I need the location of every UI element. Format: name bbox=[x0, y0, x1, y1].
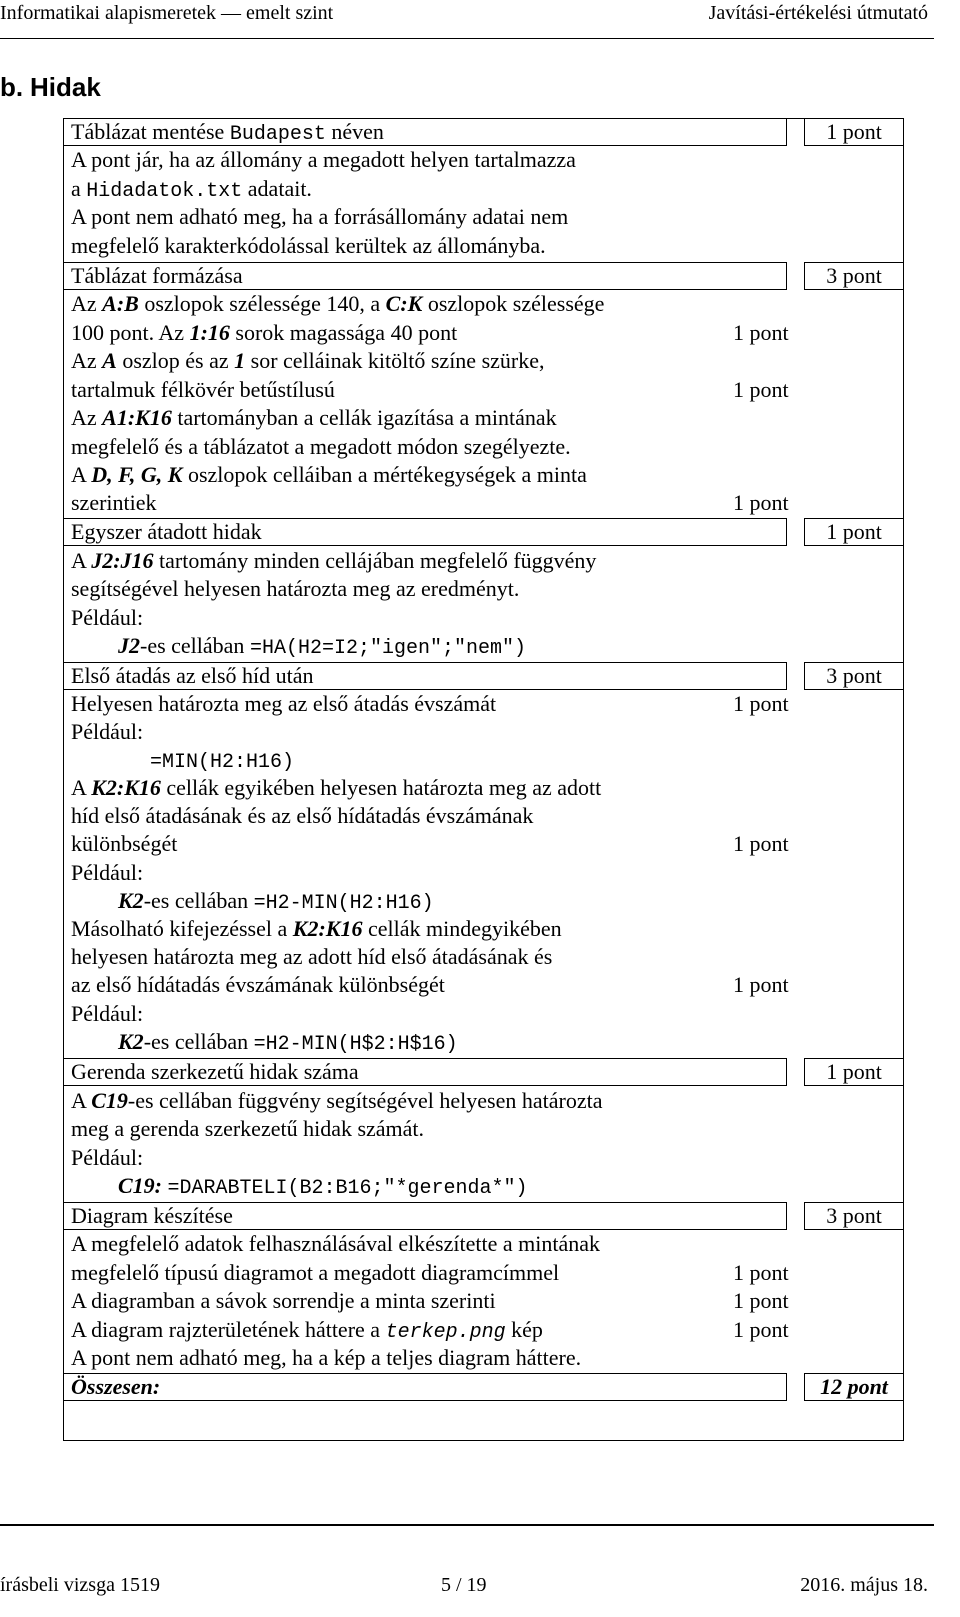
example bbox=[118, 1173, 528, 1202]
text: sor celláinak kitöltő színe szürke, bbox=[250, 348, 545, 373]
section-label: b. bbox=[0, 72, 24, 102]
range: K2:K16 bbox=[91, 775, 161, 800]
criterion: szerintiek bbox=[71, 490, 157, 515]
text: A bbox=[71, 775, 86, 800]
text: -es cellában bbox=[140, 633, 245, 658]
example-label: Például: bbox=[71, 1145, 144, 1170]
text: oszlopok celláiban a mértékegységek a minta bbox=[187, 462, 587, 487]
criterion: helyesen határozta meg az adott híd első átadásának és bbox=[71, 944, 553, 969]
range: 1 bbox=[234, 348, 246, 373]
criterion bbox=[71, 775, 601, 801]
example-label: Például: bbox=[71, 860, 144, 885]
example-label: Például: bbox=[71, 719, 144, 744]
criterion: A diagramban a sávok sorrendje a minta szerinti bbox=[71, 1288, 496, 1313]
cell-ref: C19 bbox=[91, 1088, 128, 1113]
criterion: tartalmuk félkövér betűstílusú bbox=[71, 377, 335, 402]
text: oszlopok szélessége 140, a bbox=[144, 291, 381, 316]
text: a bbox=[71, 176, 81, 201]
text: Másolható kifejezéssel a bbox=[71, 916, 288, 941]
criterion: híd első átadásának és az első hídátadás évszámának bbox=[71, 803, 534, 828]
footer-date: 2016. május 18. bbox=[800, 1574, 928, 1596]
text: A bbox=[71, 548, 86, 573]
example-label: Például: bbox=[71, 1001, 144, 1026]
group-title-text: Táblázat mentése bbox=[71, 119, 225, 144]
range: K2:K16 bbox=[292, 916, 363, 941]
note: A pont nem adható meg, ha a forrásállomány adatai nem bbox=[71, 204, 569, 229]
group-points-box: 3 pont bbox=[804, 662, 904, 690]
group-title: Diagram készítése bbox=[71, 1203, 233, 1228]
group-points-box: 1 pont bbox=[804, 1058, 904, 1086]
note: A pont nem adható meg, ha a kép a teljes diagram háttere. bbox=[71, 1345, 582, 1370]
formula: =DARABTELI(B2:B16;"*gerenda*") bbox=[167, 1177, 528, 1200]
group-points-box: 3 pont bbox=[804, 1202, 904, 1230]
filename: Budapest bbox=[229, 123, 326, 146]
header-left: Informatikai alapismeretek — emelt szint bbox=[0, 2, 334, 24]
cell-ref: C19: bbox=[118, 1173, 162, 1198]
note: megfelelő karakterkódolással kerültek az állományba. bbox=[71, 233, 546, 258]
criterion bbox=[71, 176, 312, 205]
group-title: Egyszer átadott hidak bbox=[71, 519, 262, 544]
range: D, F, G, K bbox=[91, 462, 183, 487]
text: oszlop és az bbox=[122, 348, 229, 373]
text: kép bbox=[511, 1317, 543, 1342]
text: A bbox=[71, 1088, 86, 1113]
text: cellák mindegyikében bbox=[367, 916, 562, 941]
criterion bbox=[71, 1317, 543, 1346]
text: -es cellában függvény segítségével helyesen határozta bbox=[127, 1088, 603, 1113]
group-points-box: 1 pont bbox=[804, 118, 904, 146]
group-points-box: 3 pont bbox=[804, 262, 904, 290]
group-points-box: 1 pont bbox=[804, 518, 904, 546]
header-rule bbox=[0, 38, 934, 39]
range: A:B bbox=[102, 291, 139, 316]
text: cellák egyikében helyesen határozta meg az adott bbox=[166, 775, 602, 800]
criterion: A megfelelő adatok felhasználásával elkészítette a mintának bbox=[71, 1231, 600, 1256]
text: oszlopok szélessége bbox=[427, 291, 605, 316]
header-right: Javítási-értékelési útmutató bbox=[708, 2, 928, 24]
criterion-points: 1 pont bbox=[733, 1317, 789, 1342]
example bbox=[118, 888, 434, 917]
footer-left: írásbeli vizsga 1519 bbox=[0, 1574, 160, 1596]
criterion bbox=[71, 291, 604, 317]
criterion-points: 1 pont bbox=[733, 490, 789, 515]
text: A bbox=[71, 462, 86, 487]
criterion: különbségét bbox=[71, 831, 178, 856]
range: 1:16 bbox=[189, 320, 230, 345]
criterion-points: 1 pont bbox=[733, 1288, 789, 1313]
criterion bbox=[71, 320, 457, 346]
text: Az bbox=[71, 291, 97, 316]
criterion bbox=[71, 405, 557, 431]
text: sorok magassága 40 pont bbox=[235, 320, 458, 345]
criterion bbox=[71, 1088, 603, 1114]
cell-ref: K2 bbox=[118, 1029, 144, 1054]
section-name: Hidak bbox=[30, 72, 101, 102]
range: J2:J16 bbox=[91, 548, 154, 573]
formula: =MIN(H2:H16) bbox=[150, 751, 295, 774]
criterion bbox=[71, 462, 587, 488]
group-title: Gerenda szerkezetű hidak száma bbox=[71, 1059, 359, 1084]
criterion-points: 1 pont bbox=[733, 972, 789, 997]
criterion: megfelelő típusú diagramot a megadott diagramcímmel bbox=[71, 1260, 560, 1285]
text: tartományban a cellák igazítása a mintának bbox=[177, 405, 557, 430]
text: A diagram rajzterületének háttere a bbox=[71, 1317, 381, 1342]
group-title bbox=[71, 119, 384, 148]
range: C:K bbox=[385, 291, 423, 316]
total-points: 12 pont bbox=[804, 1373, 904, 1401]
example-label: Például: bbox=[71, 605, 144, 630]
criterion-points: 1 pont bbox=[733, 377, 789, 402]
criterion-points: 1 pont bbox=[733, 320, 789, 345]
filename: terkep.png bbox=[385, 1321, 506, 1344]
example bbox=[118, 1029, 458, 1058]
total-box bbox=[63, 1373, 787, 1401]
criterion: A pont jár, ha az állomány a megadott helyen tartalmazza bbox=[71, 147, 576, 172]
criterion-points: 1 pont bbox=[733, 1260, 789, 1285]
criterion-points: 1 pont bbox=[733, 691, 789, 716]
text: 100 pont. Az bbox=[71, 320, 185, 345]
text: -es cellában bbox=[143, 888, 249, 913]
criterion: meg a gerenda szerkezetű hidak számát. bbox=[71, 1116, 425, 1141]
criterion: Helyesen határozta meg az első átadás évszámát bbox=[71, 691, 497, 716]
group-title: Táblázat formázása bbox=[71, 263, 243, 288]
criterion: megfelelő és a táblázatot a megadott módon szegélyezte. bbox=[71, 434, 571, 459]
example bbox=[150, 747, 294, 776]
cell-ref: J2 bbox=[118, 633, 140, 658]
text: -es cellában bbox=[143, 1029, 249, 1054]
group-title: Első átadás az első híd után bbox=[71, 663, 314, 688]
example bbox=[118, 633, 526, 662]
formula: =HA(H2=I2;"igen";"nem") bbox=[249, 637, 526, 660]
criterion bbox=[71, 916, 562, 942]
text: tartomány minden cellájában megfelelő függvény bbox=[159, 548, 597, 573]
footer-rule bbox=[0, 1524, 934, 1526]
text: néven bbox=[331, 119, 384, 144]
total-label: Összesen: bbox=[71, 1374, 161, 1399]
text: Az bbox=[71, 348, 97, 373]
section-title bbox=[0, 72, 101, 103]
criterion: segítségével helyesen határozta meg az eredményt. bbox=[71, 576, 520, 601]
filename: Hidadatok.txt bbox=[86, 180, 243, 203]
formula: =H2-MIN(H2:H16) bbox=[253, 892, 434, 915]
page-header bbox=[0, 0, 960, 28]
criterion-points: 1 pont bbox=[733, 831, 789, 856]
criterion bbox=[71, 348, 545, 374]
range: A bbox=[102, 348, 117, 373]
cell-ref: K2 bbox=[118, 888, 144, 913]
text: Az bbox=[71, 405, 97, 430]
criterion bbox=[71, 548, 596, 574]
footer-page: 5 / 19 bbox=[441, 1574, 487, 1596]
criterion: az első hídátadás évszámának különbségét bbox=[71, 972, 445, 997]
range: A1:K16 bbox=[102, 405, 172, 430]
text: adatait. bbox=[247, 176, 312, 201]
formula: =H2-MIN(H$2:H$16) bbox=[253, 1033, 458, 1056]
